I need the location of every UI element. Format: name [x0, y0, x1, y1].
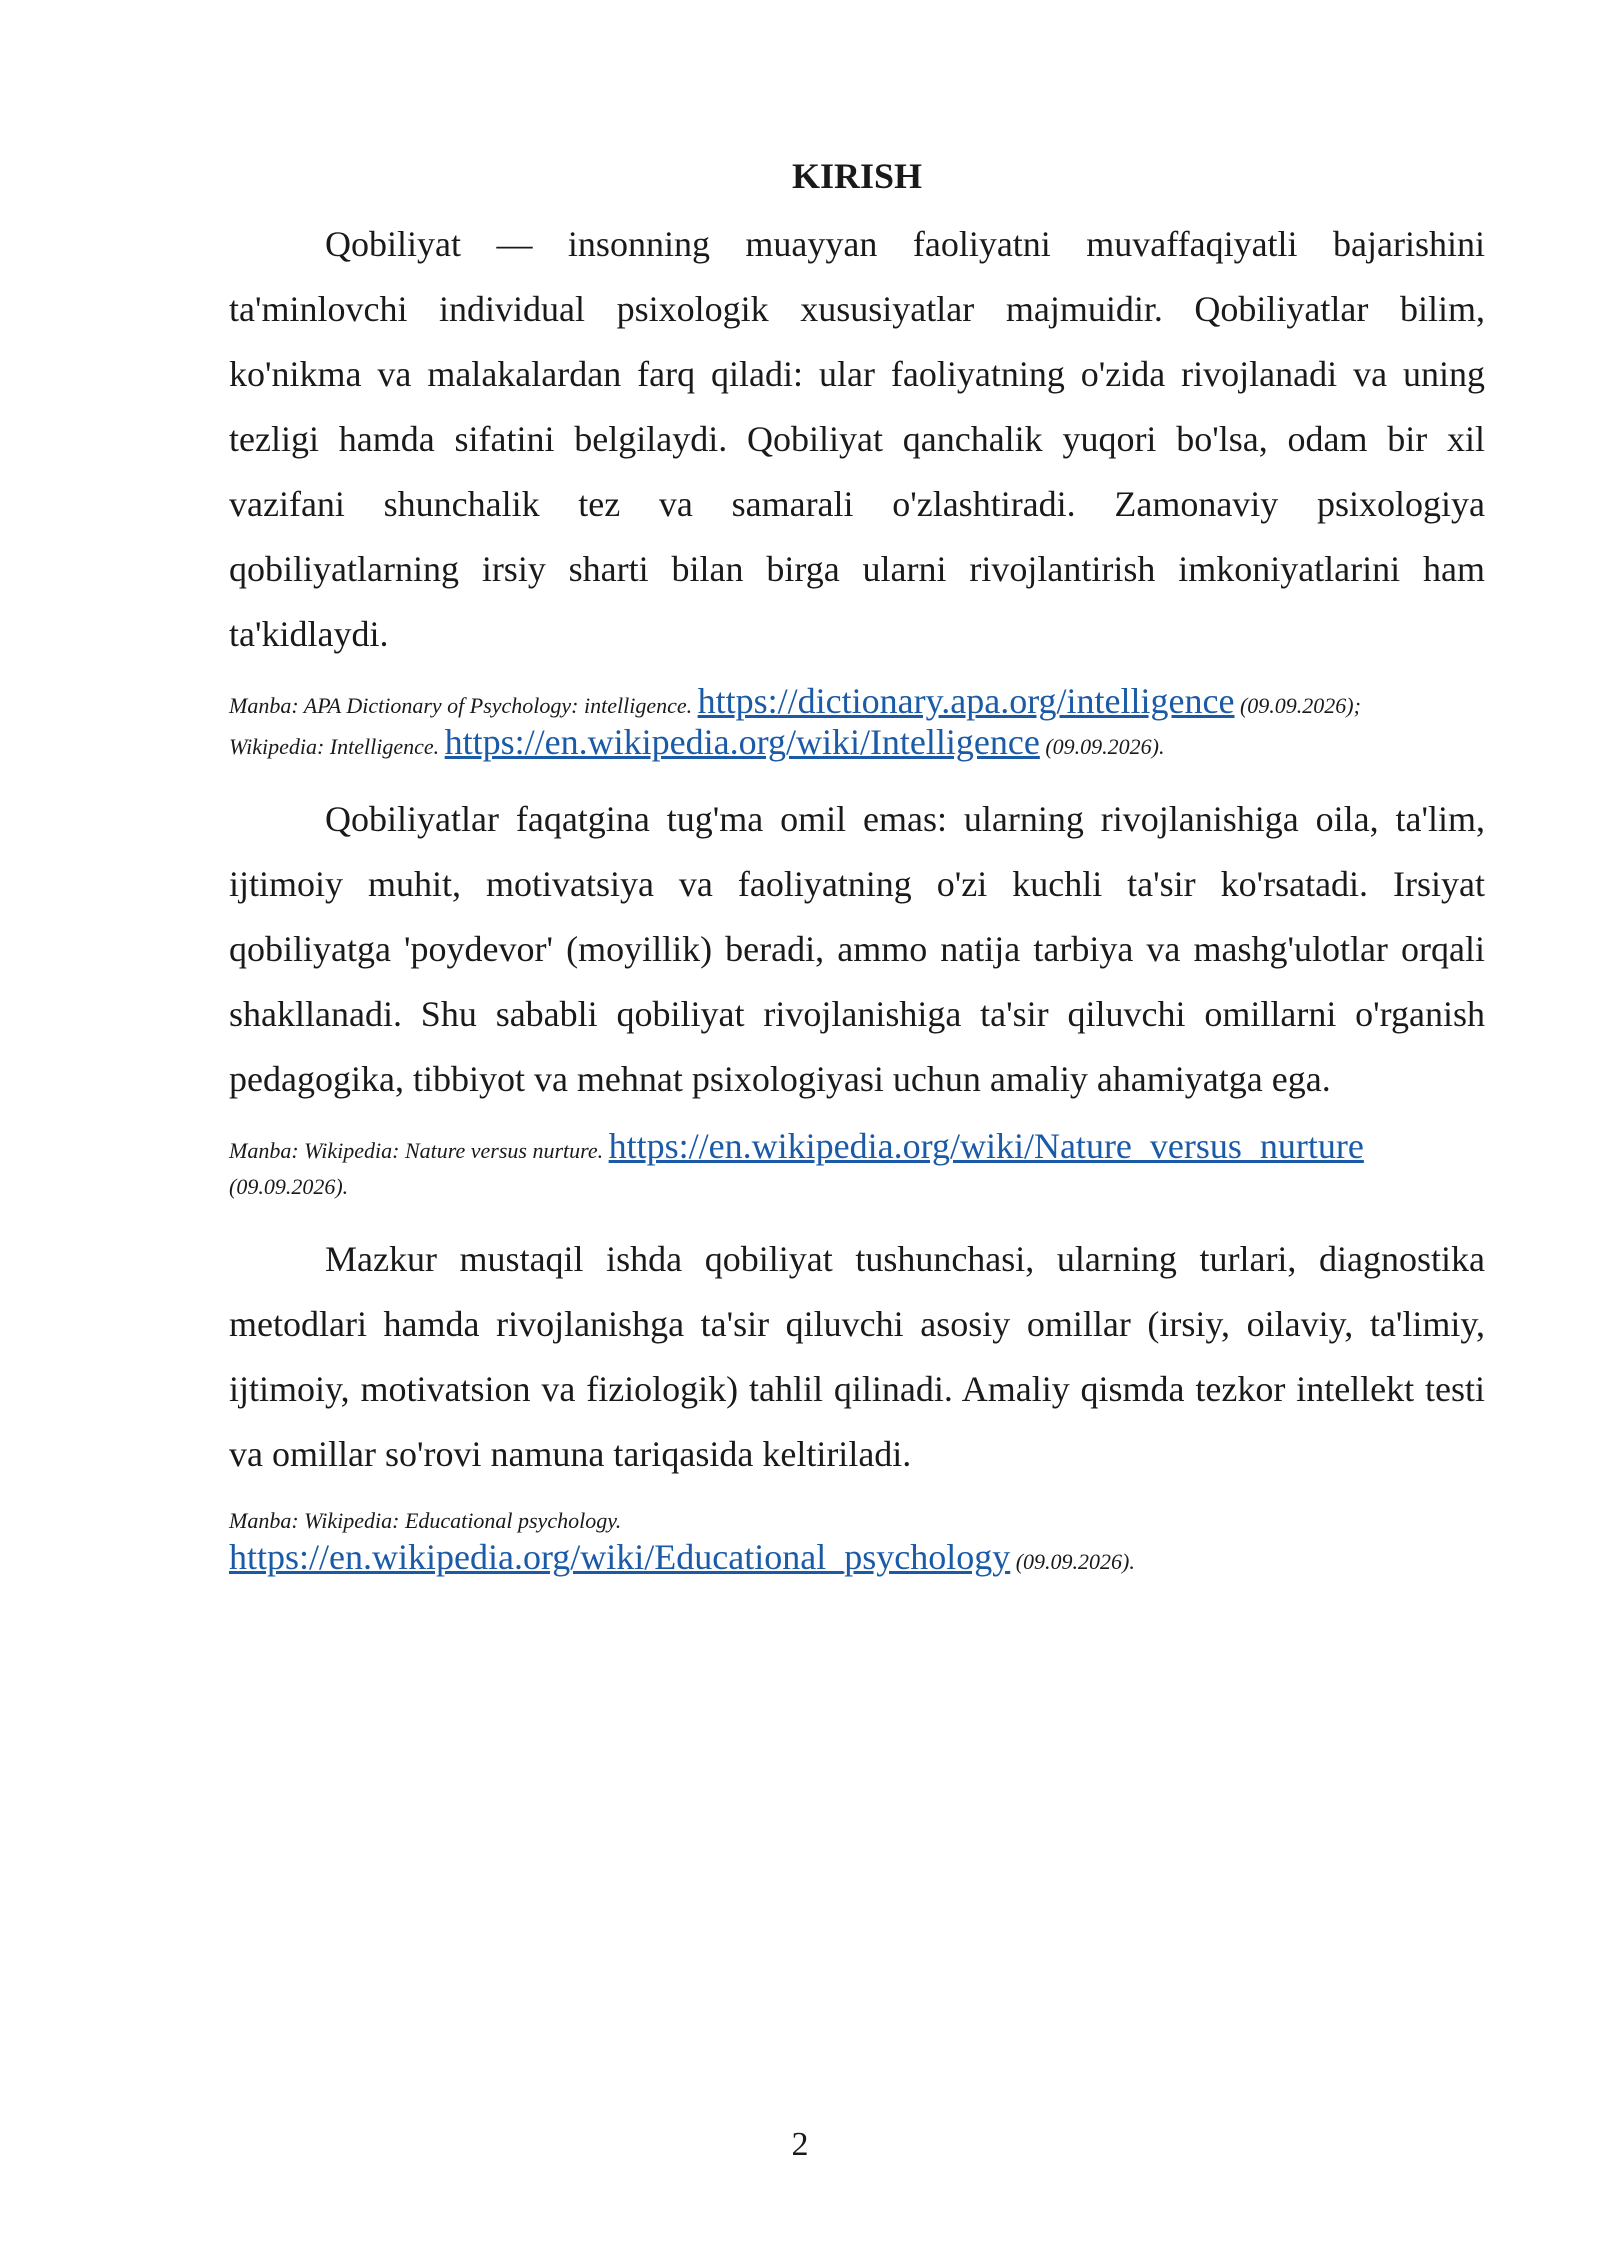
section-heading: KIRISH — [791, 156, 923, 196]
paragraph-2: Qobiliyatlar faqatgina tug'ma omil emas: ularning rivojlanishiga oila, ta'lim, ijtimoiy muhit, motivatsiya va faoliyatning o'zi kuchli ta'sir ko'rsatadi. Irsiyat qobiliyatga 'poydevor' (moyillik) beradi, ammo natija tarbiya va mashg'ulotlar orqali shakllanadi. Shu sababli qobiliyat rivojlanishiga ta'sir qiluvchi omillarni o'rganish pedagogika, tibbiyot va mehnat psixologiyasi uchun amaliy ahamiyatga ega. — [229, 799, 1485, 1099]
source-label: Wikipedia: Intelligence. — [229, 734, 440, 759]
source-link[interactable]: https://en.wikipedia.org/wiki/Nature_versus_nurture — [608, 1126, 1364, 1166]
paragraph-1: Qobiliyat — insonning muayyan faoliyatni muvaffaqiyatli bajarishini ta'minlovchi individual psixologik xususiyatlar majmuidir. Qobiliyatlar bilim, ko'nikma va malakalardan farq qiladi: ular faoliyatning o'zida rivojlanadi va uning tezligi hamda sifatini belgilaydi. Qobiliyat qanchalik yuqori bo'lsa, odam bir xil vazifani shunchalik tez va samarali o'zlashtiradi. Zamonaviy psixologiya qobiliyatlarning irsiy sharti bilan birga ularni rivojlantirish imkoniyatlarini ham ta'kidlaydi. — [229, 224, 1485, 654]
source-note-2 — [229, 1128, 1485, 1205]
source-link[interactable]: https://en.wikipedia.org/wiki/Educational_psychology — [229, 1537, 1011, 1577]
source-date: (09.09.2026). — [229, 1174, 349, 1199]
source-note-3 — [229, 1503, 1485, 1580]
source-date: (09.09.2026). — [1045, 734, 1165, 759]
paragraph-3: Mazkur mustaqil ishda qobiliyat tushunchasi, ularning turlari, diagnostika metodlari hamda rivojlanishga ta'sir qiluvchi asosiy omillar (irsiy, oilaviy, ta'limiy, ijtimoiy, motivatsion va fiziologik) tahlil qilinadi. Amaliy qismda tezkor intellekt testi va omillar so'rovi namuna tariqasida keltiriladi. — [229, 1239, 1485, 1474]
source-date: (09.09.2026); — [1239, 693, 1361, 718]
source-date: (09.09.2026). — [1015, 1549, 1135, 1574]
source-note-1 — [229, 683, 1485, 765]
source-label: Manba: Wikipedia: Educational psychology. — [229, 1508, 622, 1533]
document-page — [229, 150, 1485, 1602]
source-label: Manba: Wikipedia: Nature versus nurture. — [229, 1138, 604, 1163]
source-label: Manba: APA Dictionary of Psychology: intelligence. — [229, 693, 693, 718]
source-link[interactable]: https://dictionary.apa.org/intelligence — [697, 681, 1235, 721]
source-link[interactable]: https://en.wikipedia.org/wiki/Intelligence — [444, 722, 1040, 762]
page-number: 2 — [791, 2126, 809, 2163]
